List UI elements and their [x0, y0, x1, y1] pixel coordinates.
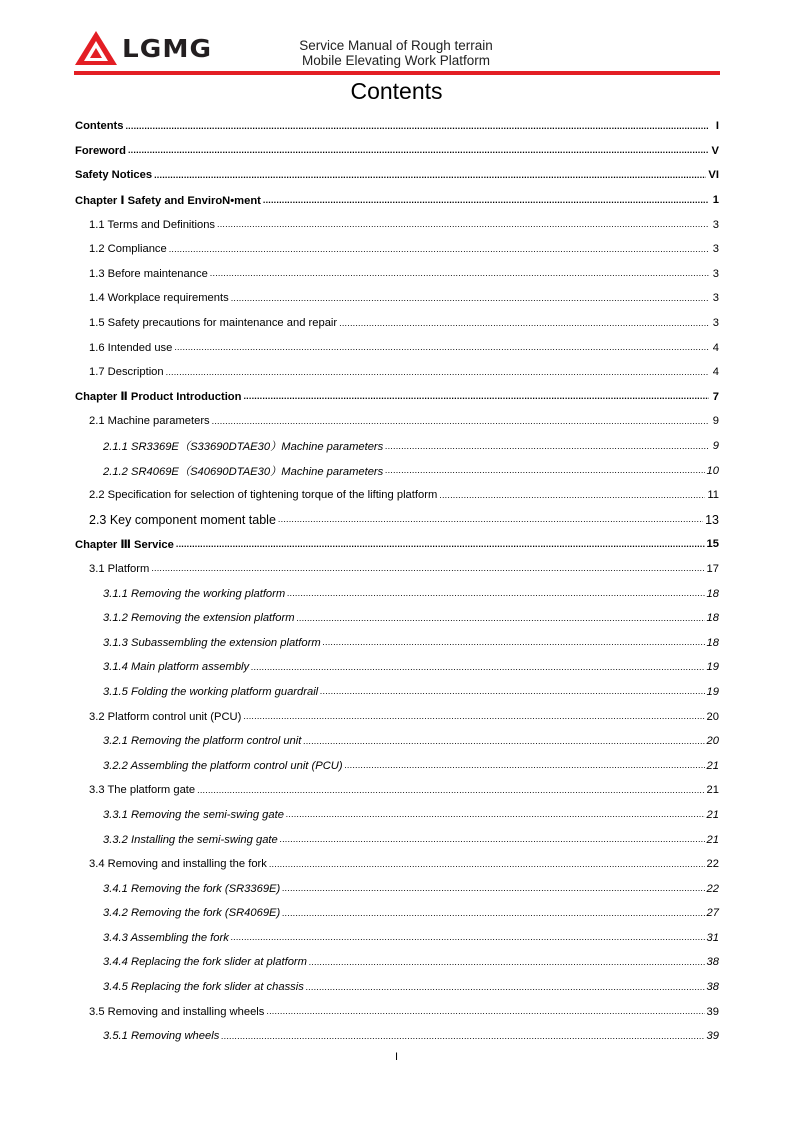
toc-leader-dots	[286, 808, 705, 821]
toc-leader-dots	[263, 194, 709, 207]
toc-entry[interactable]	[75, 335, 719, 360]
toc-leader-dots	[385, 440, 709, 453]
toc-entry-label: 3.3.2 Installing the semi-swing gate	[103, 833, 278, 846]
toc-leader-dots	[266, 1005, 704, 1018]
toc-entry-label: 3.2 Platform control unit (PCU)	[89, 710, 242, 723]
toc-entry-label: 3.1.3 Subassembling the extension platform	[103, 636, 321, 649]
toc-leader-dots	[439, 489, 705, 502]
toc-entry[interactable]	[75, 704, 719, 729]
toc-leader-dots	[125, 120, 709, 133]
header-rule	[74, 71, 720, 75]
toc-entry[interactable]	[75, 827, 719, 852]
toc-entry-page: 3	[712, 292, 719, 305]
toc-entry[interactable]	[75, 999, 719, 1024]
toc-leader-dots	[345, 759, 705, 772]
page-header	[74, 28, 720, 76]
toc-entry-label: 3.4.1 Removing the fork (SR3369E)	[103, 882, 281, 895]
logo-text: LGMG	[122, 33, 213, 63]
toc-entry-page: 10	[706, 464, 719, 477]
toc-leader-dots	[197, 784, 704, 797]
toc-entry-page: 9	[712, 440, 719, 453]
header-title	[274, 38, 518, 68]
toc-entry[interactable]	[75, 188, 719, 213]
toc-entry[interactable]	[75, 237, 719, 262]
toc-entry-label: 3.3 The platform gate	[89, 784, 196, 797]
toc-leader-dots	[278, 513, 703, 526]
toc-entry[interactable]	[75, 483, 719, 508]
toc-entry-page: 3	[712, 317, 719, 330]
toc-entry-label: 3.4.3 Assembling the fork	[103, 931, 229, 944]
toc-entry-page: 21	[706, 808, 719, 821]
toc-entry-label: Safety Notices	[75, 169, 153, 182]
toc-leader-dots	[210, 267, 709, 280]
toc-leader-dots	[309, 956, 705, 969]
toc-entry-label: Contents	[75, 120, 124, 133]
toc-leader-dots	[169, 243, 709, 256]
toc-entry-label: 3.4.4 Replacing the fork slider at platform	[103, 956, 307, 969]
toc-entry[interactable]	[75, 360, 719, 385]
toc-entry-page: 27	[706, 907, 719, 920]
toc-entry-page: 31	[706, 931, 719, 944]
toc-entry-label: 3.5.1 Removing wheels	[103, 1030, 220, 1043]
toc-entry-label: 3.5 Removing and installing wheels	[89, 1005, 265, 1018]
toc-entry[interactable]	[75, 286, 719, 311]
toc-entry-page: 21	[706, 759, 719, 772]
toc-entry-page: 20	[706, 710, 719, 723]
toc-entry-page: I	[715, 120, 719, 133]
toc-entry-page: 22	[706, 882, 719, 895]
toc-entry-page: 11	[707, 489, 719, 502]
toc-entry[interactable]	[75, 114, 719, 139]
toc-entry-page: 22	[706, 858, 719, 871]
toc-entry[interactable]	[75, 729, 719, 754]
table-of-contents	[75, 114, 719, 1049]
toc-leader-dots	[154, 169, 706, 182]
toc-leader-dots	[339, 317, 709, 330]
toc-entry-label: Chapter Ⅱ Product Introduction	[75, 391, 242, 404]
toc-leader-dots	[221, 1030, 704, 1043]
toc-leader-dots	[303, 735, 704, 748]
toc-entry-label: 3.1.2 Removing the extension platform	[103, 612, 295, 625]
toc-entry-page: 21	[706, 784, 719, 797]
toc-leader-dots	[282, 882, 704, 895]
toc-leader-dots	[280, 833, 705, 846]
logo-mark-icon	[74, 30, 118, 66]
toc-entry-label: 3.3.1 Removing the semi-swing gate	[103, 808, 284, 821]
toc-entry-label: 3.4.2 Removing the fork (SR4069E)	[103, 907, 281, 920]
toc-entry-label: Foreword	[75, 144, 126, 157]
toc-entry-page: 9	[712, 415, 719, 428]
toc-entry-label: 2.1.1 SR3369E（S33690DTAE30）Machine parameters	[103, 441, 384, 454]
toc-entry[interactable]	[75, 434, 719, 459]
toc-leader-dots	[174, 341, 709, 354]
toc-entry[interactable]	[75, 139, 719, 164]
toc-entry-page: 1	[712, 194, 719, 207]
toc-entry-page: 20	[706, 735, 719, 748]
toc-entry-page: 3	[712, 218, 719, 231]
toc-entry-page: 4	[712, 366, 719, 379]
toc-entry[interactable]	[75, 852, 719, 877]
toc-leader-dots	[166, 366, 709, 379]
toc-entry-label: 3.4 Removing and installing the fork	[89, 858, 267, 871]
lgmg-logo	[74, 28, 244, 68]
toc-entry-label: Chapter Ⅰ Safety and EnviroN•ment	[75, 194, 261, 207]
toc-entry-label: 1.5 Safety precautions for maintenance and repair	[89, 317, 338, 330]
toc-leader-dots	[212, 415, 709, 428]
toc-leader-dots	[176, 538, 705, 551]
toc-entry-page: VI	[708, 169, 719, 182]
toc-entry[interactable]	[75, 950, 719, 975]
toc-entry-page: 18	[706, 636, 719, 649]
toc-entry-label: 1.3 Before maintenance	[89, 267, 208, 280]
toc-entry[interactable]	[75, 212, 719, 237]
toc-entry-page: 13	[705, 512, 719, 527]
toc-entry-page: 38	[706, 956, 719, 969]
toc-entry-label: 2.1.2 SR4069E（S40690DTAE30）Machine parameters	[103, 465, 384, 478]
toc-entry-label: 1.4 Workplace requirements	[89, 292, 229, 305]
toc-leader-dots	[231, 931, 705, 944]
toc-leader-dots	[231, 292, 709, 305]
toc-entry[interactable]	[75, 311, 719, 336]
toc-entry[interactable]	[75, 409, 719, 434]
toc-leader-dots	[217, 218, 709, 231]
toc-entry-label: 3.4.5 Replacing the fork slider at chassis	[103, 981, 304, 994]
toc-entry-label: 2.1 Machine parameters	[89, 415, 210, 428]
toc-entry[interactable]	[75, 1024, 719, 1049]
toc-entry-page: 3	[712, 243, 719, 256]
toc-leader-dots	[151, 562, 704, 575]
toc-entry[interactable]	[75, 508, 719, 533]
toc-entry-page: 18	[706, 587, 719, 600]
toc-entry-page: 19	[706, 685, 719, 698]
toc-entry-label: 3.2.1 Removing the platform control unit	[103, 735, 302, 748]
toc-entry[interactable]	[75, 655, 719, 680]
toc-entry-label: 2.2 Specification for selection of tightening torque of the lifting platform	[89, 489, 438, 502]
toc-entry-label: 3.1 Platform	[89, 562, 150, 575]
toc-leader-dots	[251, 661, 704, 674]
toc-entry[interactable]	[75, 901, 719, 926]
toc-entry-page: 18	[706, 612, 719, 625]
toc-leader-dots	[320, 685, 704, 698]
toc-entry[interactable]	[75, 778, 719, 803]
toc-entry-label: 3.1.4 Main platform assembly	[103, 661, 250, 674]
toc-entry-label: 3.1.1 Removing the working platform	[103, 587, 286, 600]
toc-entry-page: 38	[706, 981, 719, 994]
toc-entry[interactable]	[75, 876, 719, 901]
toc-entry-label: 1.6 Intended use	[89, 341, 173, 354]
toc-leader-dots	[323, 636, 705, 649]
toc-leader-dots	[243, 710, 704, 723]
toc-title: Contents	[350, 78, 443, 104]
toc-entry[interactable]	[75, 557, 719, 582]
toc-entry[interactable]	[75, 163, 719, 188]
toc-entry-label: 1.2 Compliance	[89, 243, 167, 256]
toc-entry-label: 2.3 Key component moment table	[89, 512, 276, 527]
toc-leader-dots	[306, 981, 705, 994]
toc-entry[interactable]	[75, 630, 719, 655]
toc-entry[interactable]	[75, 803, 719, 828]
toc-entry-page: 7	[712, 390, 719, 403]
toc-leader-dots	[269, 858, 705, 871]
toc-entry[interactable]	[75, 385, 719, 410]
toc-entry-label: Chapter Ⅲ Service	[75, 538, 174, 551]
toc-leader-dots	[385, 464, 704, 477]
toc-entry-page: V	[711, 144, 719, 157]
toc-entry-page: 39	[706, 1030, 719, 1043]
header-title-line2: Mobile Elevating Work Platform	[301, 53, 491, 68]
toc-leader-dots	[243, 390, 709, 403]
footer-page-number: I	[394, 1051, 399, 1063]
toc-entry-label: 1.1 Terms and Definitions	[89, 218, 216, 231]
toc-leader-dots	[287, 587, 704, 600]
toc-entry-label: 3.1.5 Folding the working platform guardrail	[103, 685, 319, 698]
header-title-line1: Service Manual of Rough terrain	[299, 38, 493, 53]
toc-leader-dots	[128, 144, 709, 157]
toc-entry-page: 19	[706, 661, 719, 674]
toc-entry[interactable]	[75, 975, 719, 1000]
toc-entry-page: 15	[706, 538, 719, 551]
toc-entry[interactable]	[75, 926, 719, 951]
toc-entry-page: 3	[712, 267, 719, 280]
toc-entry-page: 39	[706, 1005, 719, 1018]
toc-entry-label: 3.2.2 Assembling the platform control unit (PCU)	[103, 759, 343, 772]
toc-entry[interactable]	[75, 606, 719, 631]
toc-entry-page: 4	[712, 341, 719, 354]
toc-entry[interactable]	[75, 680, 719, 705]
toc-entry-page: 17	[706, 562, 719, 575]
toc-entry[interactable]	[75, 532, 719, 557]
toc-leader-dots	[282, 907, 704, 920]
toc-entry-page: 21	[706, 833, 719, 846]
toc-entry[interactable]	[75, 262, 719, 287]
toc-entry[interactable]	[75, 458, 719, 483]
toc-entry[interactable]	[75, 753, 719, 778]
toc-entry[interactable]	[75, 581, 719, 606]
toc-leader-dots	[297, 612, 705, 625]
toc-entry-label: 1.7 Description	[89, 366, 164, 379]
